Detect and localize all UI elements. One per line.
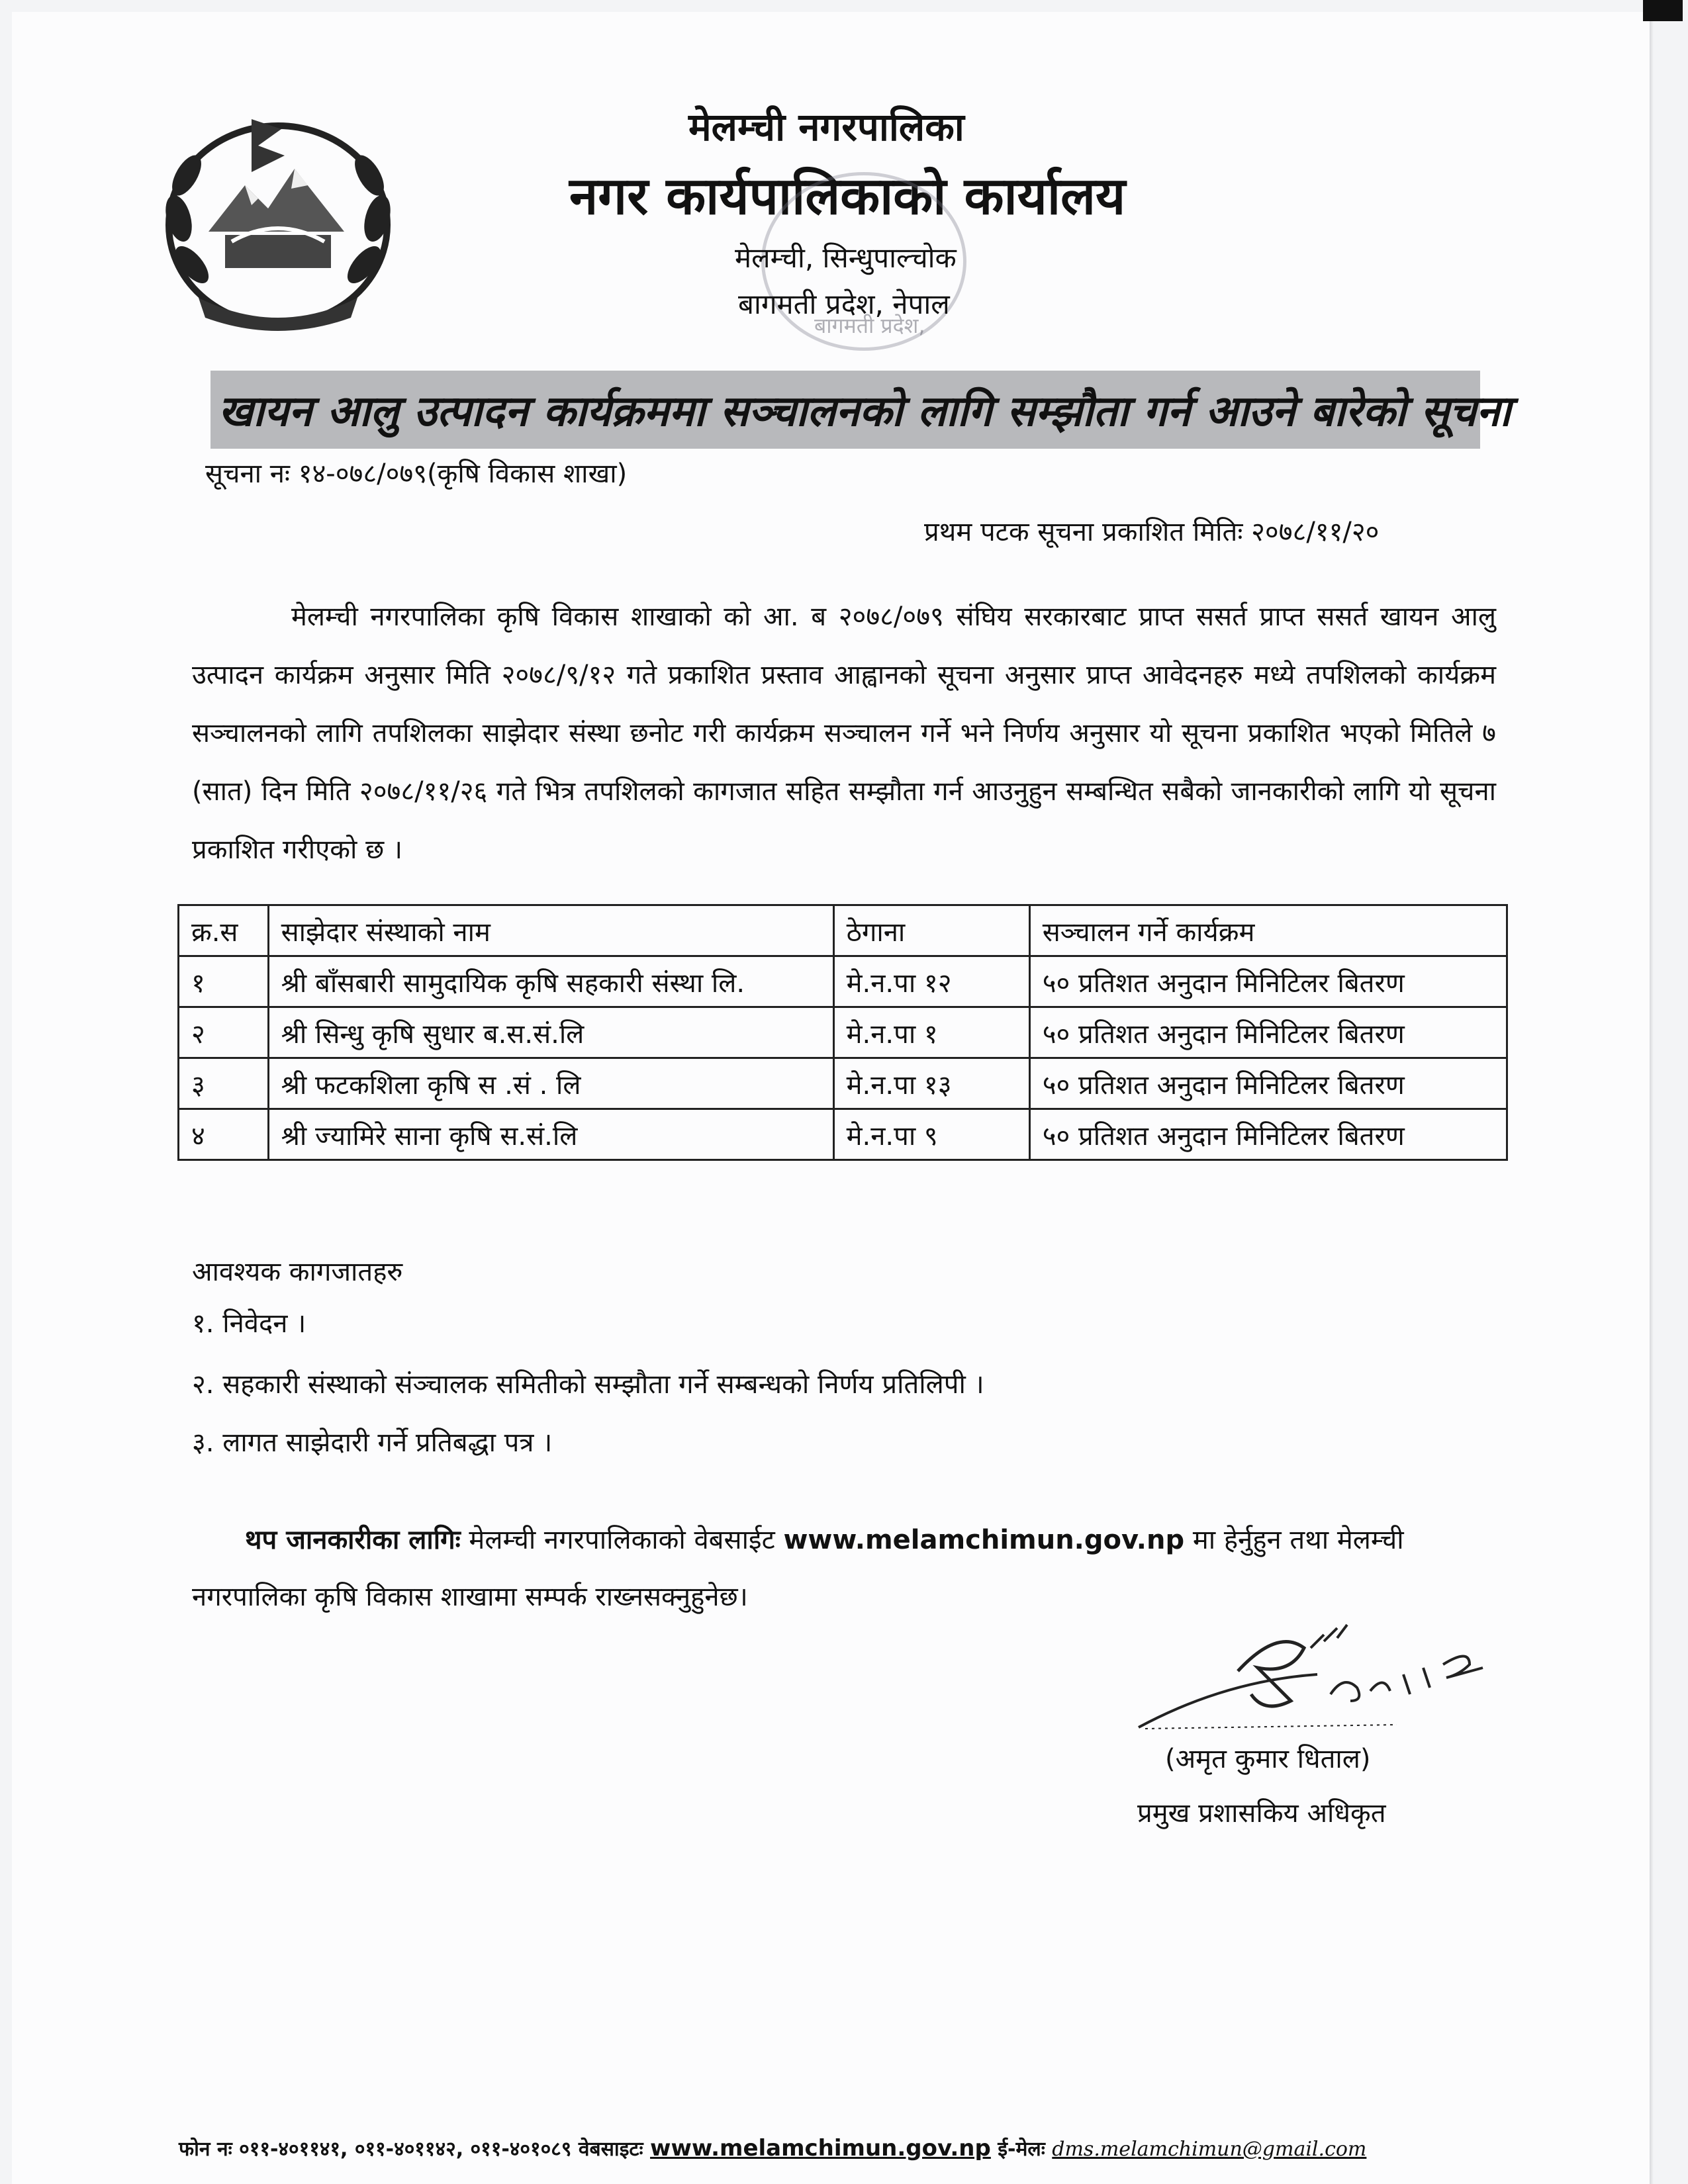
table-header-row bbox=[179, 905, 1507, 956]
document-item: ३. लागत साझेदारी गर्ने प्रतिबद्धा पत्र । bbox=[192, 1428, 553, 1458]
cell-program: ५० प्रतिशत अनुदान मिनिटिलर बितरण bbox=[1029, 1007, 1507, 1058]
col-header-sn: क्र.स bbox=[179, 905, 269, 956]
scan-corner-mark bbox=[1643, 0, 1683, 21]
more-info-text-2: मा हेर्नुहुन तथा मेलम्ची नगरपालिका कृषि विकास शाखामा सम्पर्क राख्नसक्नुहुनेछ। bbox=[192, 1525, 1404, 1612]
footer-email-label: ई-मेलः bbox=[990, 2138, 1053, 2161]
table-row bbox=[179, 1058, 1507, 1109]
footer-website-link[interactable]: www.melamchimun.gov.np bbox=[650, 2135, 991, 2161]
cell-sn: १ bbox=[179, 956, 269, 1007]
cell-program: ५० प्रतिशत अनुदान मिनिटिलर बितरण bbox=[1029, 956, 1507, 1007]
body-paragraph: मेलम्ची नगरपालिका कृषि विकास शाखाको को आ. ब २०७८/०७९ संघिय सरकारबाट प्राप्त ससर्त प्राप्त ससर्त खायन आलु उत्पादन कार्यक्रम अनुसार मिति २०७८/९/१२ गते प्रकाशित प्रस्ताव आह्वानको सूचना अनुसार प्राप्त आवेदनहरु मध्ये तपशिलको कार्यक्रम सञ्चालनको लागि तपशिलका साझेदार संस्था छनोट गरी कार्यक्रम सञ्चालन गर्ने भने निर्णय अनुसार यो सूचना प्रकाशित भएको मितिले ७ (सात) दिन मिति २०७८/११/२६ गते भित्र तपशिलको कागजात सहित सम्झौता गर्न आउनुहुन सम्बन्धित सबैको जानकारीको लागि यो सूचना प्रकाशित गरीएको छ । bbox=[192, 602, 1497, 865]
cell-org-name: श्री ज्यामिरे साना कृषि स.सं.लि bbox=[268, 1109, 833, 1160]
cell-sn: २ bbox=[179, 1007, 269, 1058]
document-item: २. सहकारी संस्थाको संञ्चालक समितीको सम्झौता गर्ने सम्बन्धको निर्णय प्रतिलिपी । bbox=[192, 1369, 984, 1400]
partner-organizations-table bbox=[177, 904, 1508, 1161]
cell-address: मे.न.पा ९ bbox=[833, 1109, 1029, 1160]
handwritten-signature bbox=[1125, 1602, 1509, 1734]
footer-phone: फोन नः ०११-४०११४१, ०११-४०११४२, ०११-४०१०८९ वेबसाइटः bbox=[179, 2138, 651, 2161]
cell-org-name: श्री सिन्धु कृषि सुधार ब.स.सं.लि bbox=[268, 1007, 833, 1058]
col-header-org-name: साझेदार संस्थाको नाम bbox=[268, 905, 833, 956]
col-header-program: सञ्चालन गर्ने कार्यक्रम bbox=[1029, 905, 1507, 956]
cell-org-name: श्री बाँसबारी सामुदायिक कृषि सहकारी संस्था लि. bbox=[268, 956, 833, 1007]
cell-sn: ३ bbox=[179, 1058, 269, 1109]
col-header-address: ठेगाना bbox=[833, 905, 1029, 956]
publish-date: प्रथम पटक सूचना प्रकाशित मितिः २०७८/११/२० bbox=[924, 517, 1380, 547]
cell-address: मे.न.पा १३ bbox=[833, 1058, 1029, 1109]
signer-name: (अमृत कुमार धिताल) bbox=[1165, 1744, 1371, 1774]
website-link[interactable]: www.melamchimun.gov.np bbox=[783, 1525, 1185, 1555]
cell-sn: ४ bbox=[179, 1109, 269, 1160]
office-name: नगर कार्यपालिकाको कार्यालय bbox=[569, 167, 1126, 226]
table-row bbox=[179, 956, 1507, 1007]
table-row bbox=[179, 1007, 1507, 1058]
municipality-name: मेलम्ची नगरपालिका bbox=[688, 105, 964, 150]
address-line-2: बागमती प्रदेश, नेपाल bbox=[738, 288, 950, 320]
more-info-text-1: मेलम्ची नगरपालिकाको वेबसाईट bbox=[460, 1525, 784, 1555]
notice-title: खायन आलु उत्पादन कार्यक्रममा सञ्चालनको लागि सम्झौता गर्न आउने बारेको सूचना bbox=[218, 387, 1511, 436]
footer-contact bbox=[179, 2134, 1366, 2161]
cell-org-name: श्री फटकशिला कृषि स .सं . लि bbox=[268, 1058, 833, 1109]
notice-number: सूचना नः १४-०७८/०७९(कृषि विकास शाखा) bbox=[205, 459, 628, 489]
cell-program: ५० प्रतिशत अनुदान मिनिटिलर बितरण bbox=[1029, 1109, 1507, 1160]
address-line-1: मेलम्ची, सिन्धुपाल्चोक bbox=[735, 242, 957, 274]
document-item: १. निवेदन । bbox=[192, 1308, 306, 1339]
stamp-text: बागमती प्रदेश, bbox=[814, 313, 925, 338]
signer-title: प्रमुख प्रशासकिय अधिकृत bbox=[1137, 1798, 1386, 1829]
more-info-label: थप जानकारीका लागिः bbox=[245, 1525, 461, 1555]
required-documents-heading: आवश्यक कागजातहरु bbox=[192, 1257, 403, 1287]
nepal-emblem-icon bbox=[152, 99, 404, 338]
table-row bbox=[179, 1109, 1507, 1160]
cell-program: ५० प्रतिशत अनुदान मिनिटिलर बितरण bbox=[1029, 1058, 1507, 1109]
footer-email-link[interactable]: dms.melamchimun@gmail.com bbox=[1052, 2138, 1367, 2161]
cell-address: मे.न.पा १ bbox=[833, 1007, 1029, 1058]
cell-address: मे.न.पा १२ bbox=[833, 956, 1029, 1007]
page-edge bbox=[1650, 0, 1654, 2184]
